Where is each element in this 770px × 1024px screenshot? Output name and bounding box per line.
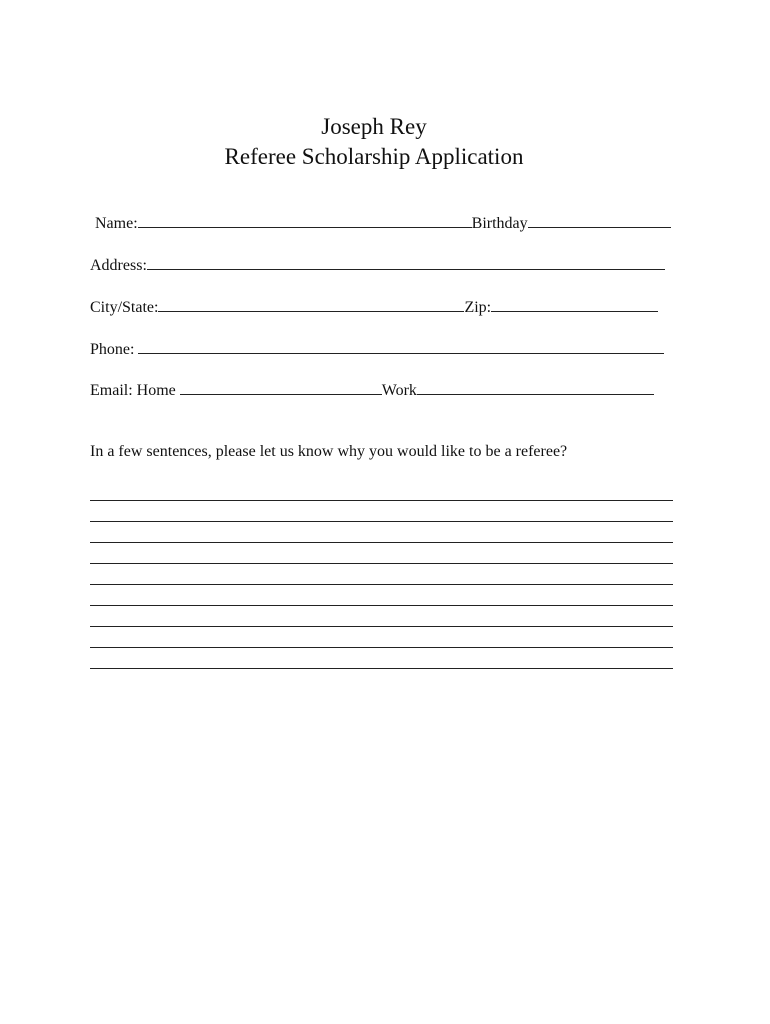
email-home-field[interactable] — [180, 380, 382, 395]
work-email-label: Work — [381, 382, 417, 399]
phone-row — [90, 339, 664, 360]
answer-line[interactable] — [90, 606, 673, 627]
answer-line[interactable] — [90, 648, 673, 669]
email-home-label: Email: Home — [90, 382, 176, 399]
answer-line[interactable] — [90, 564, 673, 585]
answer-line[interactable] — [90, 543, 673, 564]
phone-field[interactable] — [138, 339, 664, 354]
address-row — [90, 255, 665, 276]
zip-field[interactable] — [491, 297, 658, 312]
answer-line[interactable] — [90, 522, 673, 543]
name-birthday-row — [95, 213, 671, 234]
name-label: Name: — [95, 215, 138, 232]
birthday-label: Birthday — [471, 215, 528, 232]
email-row — [90, 380, 654, 401]
address-field[interactable] — [147, 255, 665, 270]
address-label: Address: — [90, 257, 147, 274]
zip-label: Zip: — [464, 299, 492, 316]
answer-line[interactable] — [90, 627, 673, 648]
page-title: Referee Scholarship Application — [224, 144, 524, 169]
phone-label: Phone: — [90, 341, 135, 358]
birthday-field[interactable] — [528, 213, 671, 228]
city-state-field[interactable] — [158, 297, 464, 312]
email-work-field[interactable] — [417, 380, 654, 395]
name-field[interactable] — [138, 213, 472, 228]
city-state-label: City/State: — [90, 299, 159, 316]
answer-line[interactable] — [90, 585, 673, 606]
essay-question: In a few sentences, please let us know why you would like to be a referee? — [90, 443, 568, 460]
essay-answer-area[interactable] — [90, 480, 673, 669]
city-zip-row — [90, 297, 658, 318]
document-header — [0, 112, 748, 172]
scholarship-name: Joseph Rey — [321, 114, 427, 139]
answer-line[interactable] — [90, 501, 673, 522]
answer-line[interactable] — [90, 480, 673, 501]
